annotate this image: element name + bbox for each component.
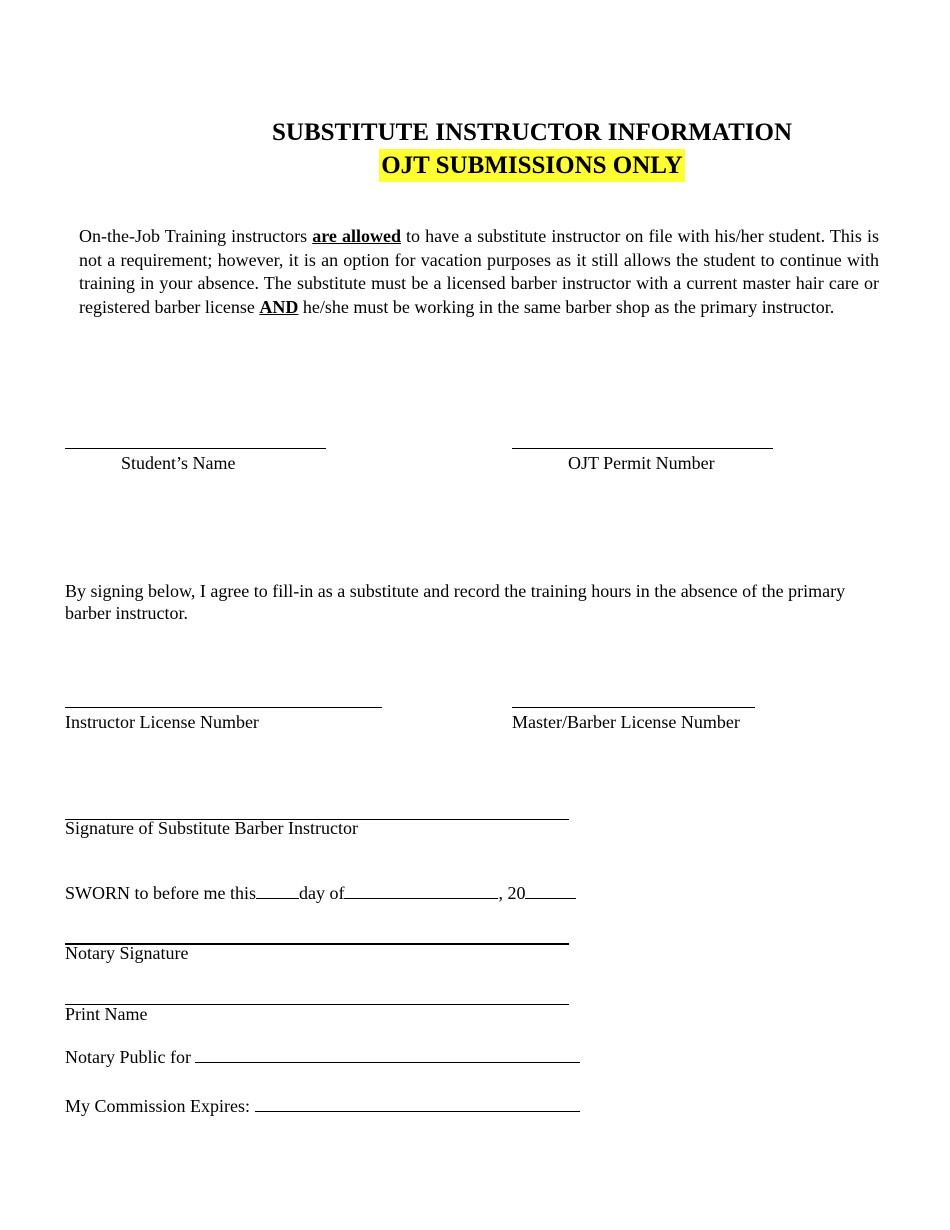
master-license-line[interactable]	[512, 707, 755, 708]
intro-text-3: he/she must be working in the same barber shop as the primary instructor.	[298, 297, 835, 318]
notary-public-for-field[interactable]	[195, 1044, 580, 1063]
commission-expires-row	[65, 1093, 580, 1117]
instructor-license-label: Instructor License Number	[65, 712, 259, 732]
sworn-month-field[interactable]	[344, 880, 498, 899]
signature-label: Signature of Substitute Barber Instructor	[65, 818, 358, 838]
sworn-day-field[interactable]	[256, 880, 299, 899]
intro-emphasis-and: AND	[259, 297, 299, 318]
intro-text-2: to have a substitute instructor on file with his/her student. This is not a requirement; however, it is an option for vacation purposes as it still allows the student to continue with training in your absence. The substitute must be a licensed barber instructor with a current master hair care or registered barber license	[79, 226, 879, 318]
commission-expires-label: My Commission Expires:	[65, 1096, 255, 1116]
student-name-label: Student’s Name	[121, 453, 236, 473]
commission-expires-field[interactable]	[255, 1093, 580, 1112]
sworn-prefix: SWORN to before me this	[65, 883, 256, 903]
ojt-permit-line[interactable]	[512, 448, 773, 449]
sworn-statement	[65, 880, 576, 904]
sworn-day-of: day of	[298, 883, 345, 903]
sworn-year-prefix: , 20	[498, 883, 526, 903]
sworn-year-field[interactable]	[525, 880, 576, 899]
page-subtitle-highlighted: OJT SUBMISSIONS ONLY	[379, 149, 685, 182]
intro-paragraph	[79, 225, 879, 320]
page-title: SUBSTITUTE INSTRUCTOR INFORMATION	[271, 119, 793, 146]
intro-emphasis-allowed: are allowed	[312, 226, 401, 246]
agreement-text: By signing below, I agree to fill-in as a substitute and record the training hours in the absence of the primary barber instructor.	[65, 581, 846, 623]
notary-signature-label: Notary Signature	[65, 943, 189, 963]
instructor-license-line[interactable]	[65, 707, 382, 708]
print-name-label: Print Name	[65, 1004, 148, 1024]
student-name-line[interactable]	[65, 448, 326, 449]
subtitle-wrap	[0, 149, 950, 182]
notary-public-for-label: Notary Public for	[65, 1047, 196, 1067]
master-license-label: Master/Barber License Number	[512, 712, 740, 732]
intro-text-1: On-the-Job Training instructors	[79, 226, 313, 246]
notary-public-for-row	[65, 1044, 580, 1068]
ojt-permit-label: OJT Permit Number	[568, 453, 715, 473]
